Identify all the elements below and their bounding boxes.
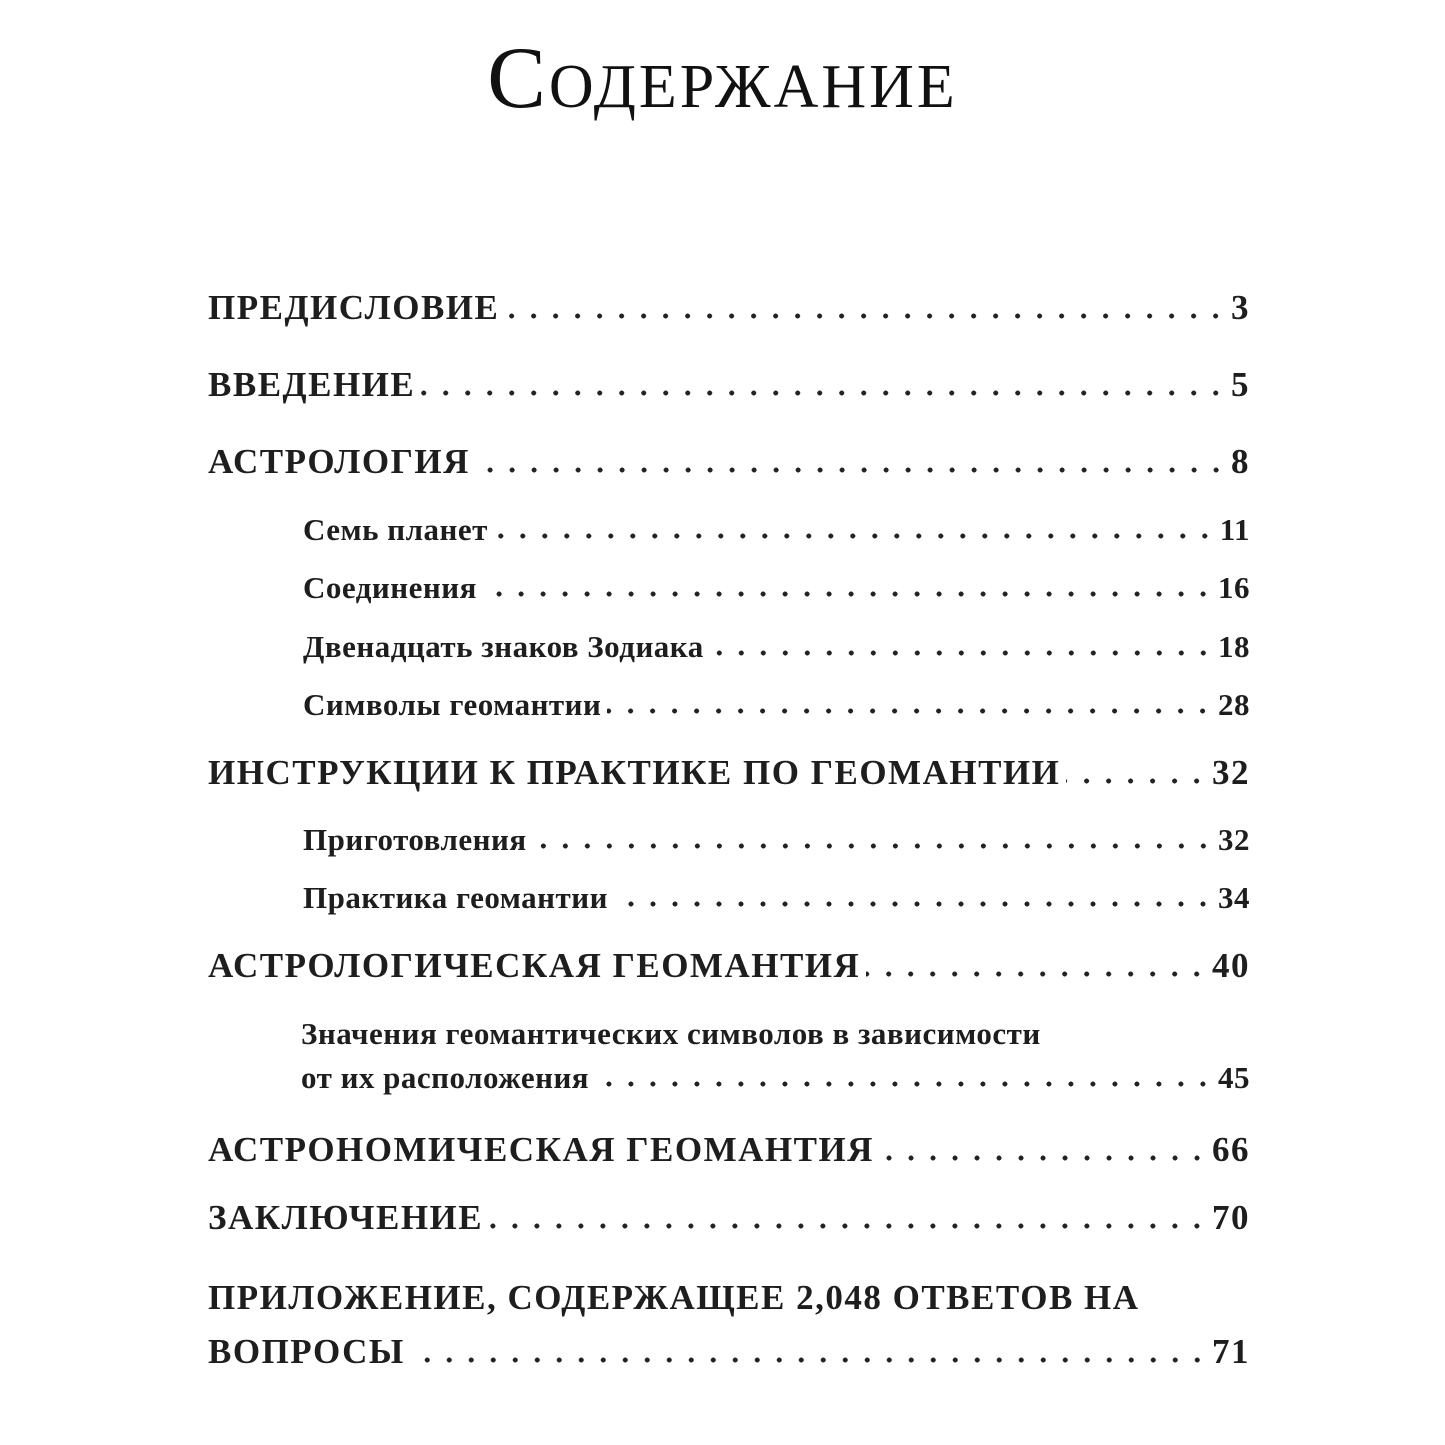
toc-label: Семь планет [303, 512, 488, 547]
dot-leader [421, 390, 1227, 396]
dot-leader [595, 1081, 1214, 1087]
dot-leader [607, 708, 1214, 714]
dot-leader [483, 591, 1214, 597]
toc-subentry[interactable] [303, 570, 1250, 606]
toc-subentry[interactable] [303, 822, 1250, 858]
toc-label: Двенадцать знаков Зодиака [303, 629, 704, 664]
page-number: 45 [1218, 1060, 1250, 1095]
page-number: 8 [1231, 442, 1250, 481]
toc-label-line1: Значения геомантических символов в зависимости [301, 1016, 1041, 1051]
toc-label: Соединения [303, 570, 477, 605]
page-title: Содержание [487, 30, 958, 127]
toc-label: ИНСТРУКЦИИ К ПРАКТИКЕ ПО ГЕОМАНТИИ [208, 753, 1061, 792]
toc-entry[interactable] [208, 1130, 1250, 1170]
toc-label: Приготовления [303, 822, 527, 857]
dot-leader [880, 1155, 1208, 1161]
dot-leader [866, 971, 1208, 977]
toc-entry[interactable] [208, 1198, 1250, 1238]
page-number: 32 [1218, 822, 1250, 857]
page-number: 28 [1218, 687, 1250, 722]
dot-leader [614, 901, 1214, 907]
page-number: 70 [1212, 1198, 1250, 1237]
toc-entry[interactable] [208, 753, 1250, 793]
dot-leader [476, 467, 1227, 473]
page-number: 18 [1218, 629, 1250, 664]
toc-label: АСТРОНОМИЧЕСКАЯ ГЕОМАНТИЯ [208, 1130, 874, 1169]
toc-label: от их расположения [301, 1060, 590, 1095]
page-number: 66 [1212, 1130, 1250, 1169]
toc-subentry[interactable] [303, 629, 1250, 665]
page-number: 16 [1218, 570, 1250, 605]
dot-leader [411, 1357, 1208, 1363]
dot-leader [533, 843, 1214, 849]
toc-label: ВВЕДЕНИЕ [208, 365, 416, 404]
page-number: 32 [1212, 753, 1250, 792]
toc-subentry[interactable] [303, 512, 1250, 548]
dot-leader [494, 533, 1216, 539]
toc-entry[interactable] [208, 442, 1250, 482]
dot-leader [710, 650, 1214, 656]
dot-leader [1066, 778, 1208, 784]
toc-label: АСТРОЛОГИЯ [208, 442, 470, 481]
toc-subentry[interactable] [303, 880, 1250, 916]
toc-entry[interactable] [208, 946, 1250, 986]
toc-label: Символы геомантии [303, 687, 602, 722]
toc-label: ВОПРОСЫ [208, 1332, 405, 1371]
toc-label: ЗАКЛЮЧЕНИЕ [208, 1198, 484, 1237]
toc-label-line1: ПРИЛОЖЕНИЕ, СОДЕРЖАЩЕЕ 2,048 ОТВЕТОВ НА [208, 1278, 1140, 1317]
page-number: 34 [1218, 880, 1250, 915]
toc-subentry[interactable] [301, 1060, 1250, 1096]
toc-label: Практика геомантии [303, 880, 608, 915]
toc-entry[interactable] [208, 1332, 1250, 1372]
page-number: 3 [1231, 288, 1250, 327]
page-number: 5 [1231, 365, 1250, 404]
toc-label: АСТРОЛОГИЧЕСКАЯ ГЕОМАНТИЯ [208, 946, 861, 985]
page-number: 71 [1212, 1332, 1250, 1371]
page-number: 11 [1219, 512, 1250, 547]
dot-leader [489, 1223, 1208, 1229]
dot-leader [505, 313, 1227, 319]
page-number: 40 [1212, 946, 1250, 985]
toc-entry[interactable] [208, 365, 1250, 405]
toc-entry[interactable] [208, 288, 1250, 328]
toc-subentry[interactable] [303, 687, 1250, 723]
toc-label: ПРЕДИСЛОВИЕ [208, 288, 500, 327]
